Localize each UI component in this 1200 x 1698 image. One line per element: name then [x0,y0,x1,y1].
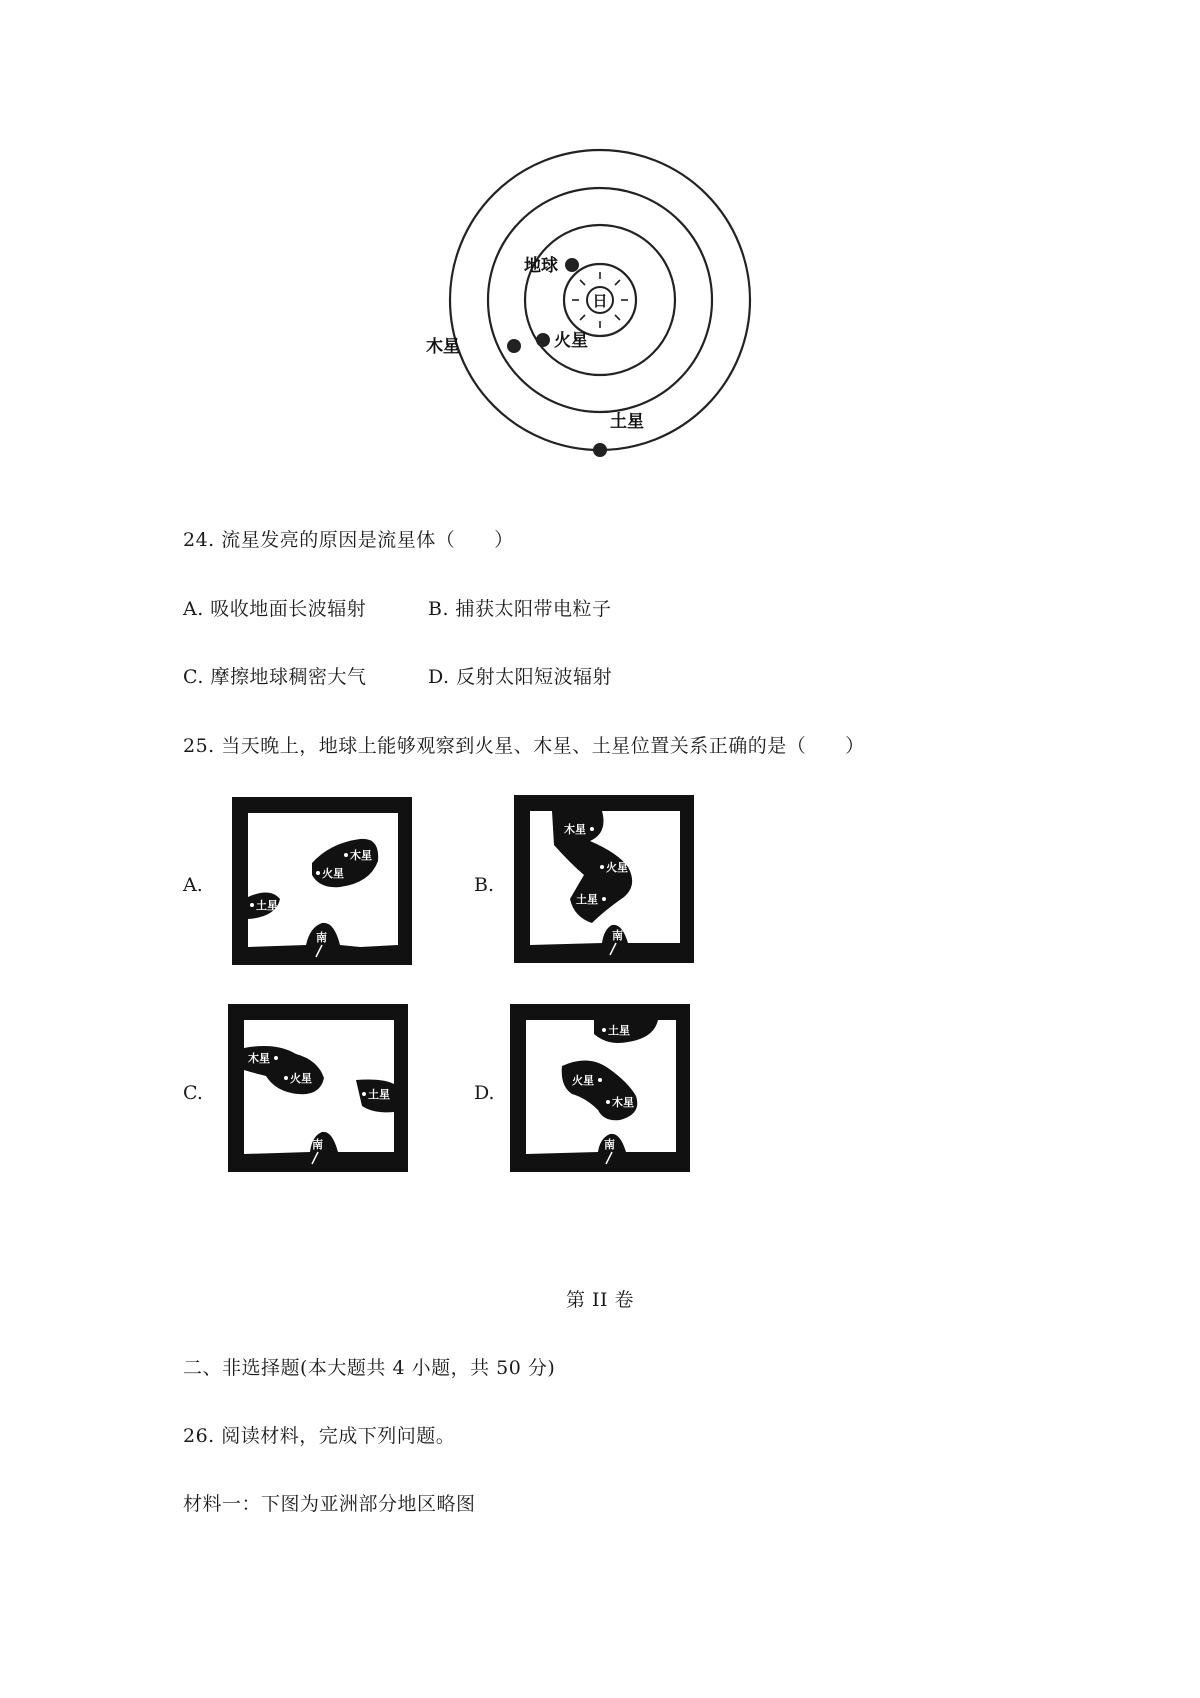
q25-panel-c[interactable] [226,1002,410,1174]
panel-d-label-1: 土星 [608,1024,630,1037]
mars-dot [536,333,550,347]
q24-stem: 24. 流星发亮的原因是流星体（ ） [183,529,514,551]
q25-panel-a[interactable] [230,795,414,967]
panel-a-south: 南 [316,931,327,944]
panel-d-south: 南 [604,1138,615,1151]
q26-stem: 26. 阅读材料，完成下列问题。 [183,1425,456,1447]
q25-letter-c[interactable]: C. [183,1082,203,1104]
q24-option-c[interactable]: C. 摩擦地球稠密大气 [183,666,367,688]
earth-label: 地球 [524,256,558,276]
panel-c-label-1: 木星 [248,1052,270,1065]
q24-option-d[interactable]: D. 反射太阳短波辐射 [428,666,613,688]
panel-c-south: 南 [312,1138,323,1151]
panel-b-label-3: 土星 [576,893,598,906]
saturn-label: 土星 [610,412,644,432]
panel-b-label-1: 木星 [564,823,586,836]
q25-panel-b[interactable] [512,793,696,965]
panel-d-label-2: 火星 [572,1074,594,1087]
part-title: 二、非选择题(本大题共 4 小题，共 50 分) [183,1357,556,1379]
panel-a-label-1: 木星 [350,849,372,862]
material-1: 材料一：下图为亚洲部分地区略图 [183,1493,476,1515]
panel-b-label-2: 火星 [606,861,628,874]
jupiter-label: 木星 [426,337,460,357]
solar-system-orbit-diagram [426,145,760,485]
q24-option-a[interactable]: A. 吸收地面长波辐射 [183,598,367,620]
saturn-dot [593,443,607,457]
q25-letter-a[interactable]: A. [183,874,203,896]
q25-panel-d[interactable] [508,1002,692,1174]
q25-letter-b[interactable]: B. [474,874,495,896]
q25-stem: 25. 当天晚上，地球上能够观察到火星、木星、土星位置关系正确的是（ ） [183,735,865,757]
jupiter-dot [507,339,521,353]
panel-a-label-3: 土星 [256,899,278,912]
panel-c-label-2: 火星 [290,1072,312,1085]
mars-label: 火星 [554,331,588,351]
panel-c-label-3: 土星 [368,1088,390,1101]
sun-label: 日 [592,292,608,310]
q25-letter-d[interactable]: D. [474,1082,495,1104]
earth-dot [565,258,579,272]
q24-option-b[interactable]: B. 捕获太阳带电粒子 [428,598,612,620]
volume-title: 第 II 卷 [565,1289,635,1311]
panel-b-south: 南 [612,929,623,942]
panel-a-label-2: 火星 [322,867,344,880]
panel-d-label-3: 木星 [612,1096,634,1109]
